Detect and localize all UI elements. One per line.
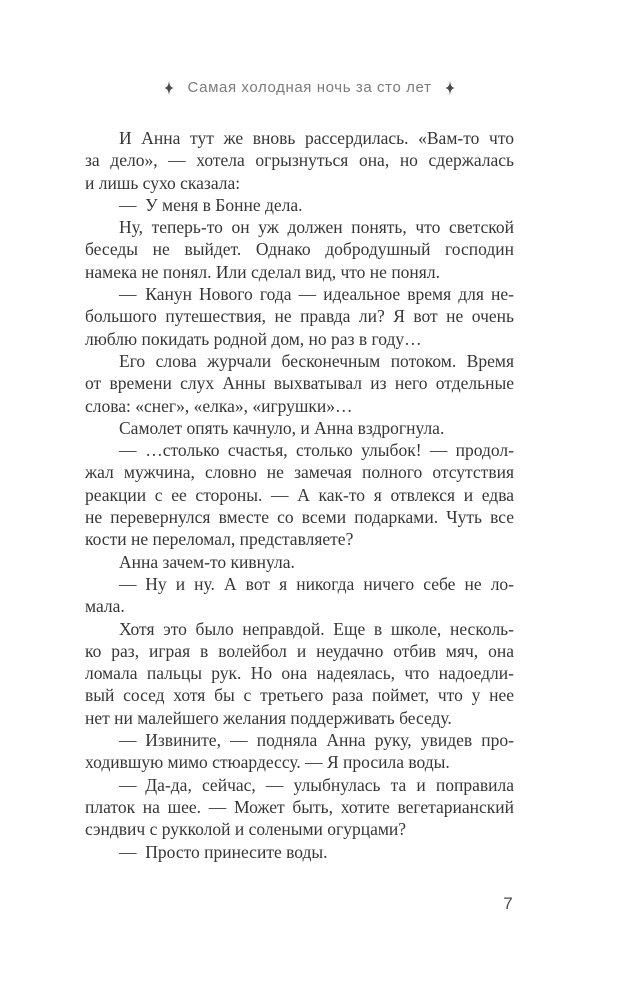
paragraph [85, 283, 514, 350]
text-line: большого путешествия, не правда ли? Я вот не очень [85, 306, 514, 327]
text-line: — Канун Нового года — идеальное время для не- [119, 284, 514, 305]
paragraph [85, 551, 514, 573]
running-header-title: Самая холодная ночь за сто лет [187, 79, 432, 96]
four-pointed-star-icon [445, 80, 455, 96]
text-line: ко раз, играя в волейбол и неудачно отбив мяч, она [85, 640, 514, 661]
paragraph [85, 841, 514, 863]
text-line: мала. [85, 596, 125, 617]
text-line: кости не переломал, представляете? [85, 529, 354, 550]
text-line: — У меня в Бонне дела. [119, 194, 303, 215]
text-line: за дело», — хотела огрызнуться она, но сдержалась [85, 150, 514, 171]
text-line: нет ни малейшего желания поддерживать беседу. [85, 707, 452, 728]
text-line: жал мужчина, словно не замечая полного отсутствия [85, 462, 514, 483]
text-line: реакции с ее стороны. — А как-то я отвлекся и едва [85, 484, 514, 505]
text-line: ломала пальцы рук. Но она надеялась, что надоедли- [85, 663, 514, 684]
paragraph [85, 729, 514, 774]
text-line: — Ну и ну. А вот я никогда ничего себе не ло- [119, 573, 514, 594]
paragraph [85, 573, 514, 618]
paragraph [85, 127, 514, 194]
text-line: Хотя это было неправдой. Еще в школе, несколь- [119, 618, 514, 639]
text-line: сэндвич с рукколой и солеными огурцами? [85, 819, 407, 840]
text-line: и лишь сухо сказала: [85, 172, 241, 193]
paragraph [85, 216, 514, 283]
text-line: вый сосед хотя бы с третьего раза поймет, что у нее [85, 685, 514, 706]
text-line: беседы не выйдет. Однако добродушный господин [85, 239, 514, 260]
text-line: ходившую мимо стюардессу. — Я просила воды. [85, 752, 450, 773]
text-line: платок на шее. — Может быть, хотите вегетарианский [85, 796, 514, 817]
text-line: Анна зачем-то кивнула. [119, 551, 295, 572]
page-text [85, 127, 514, 863]
paragraph [85, 439, 514, 550]
text-line: И Анна тут же вновь рассердилась. «Вам-то что [119, 128, 514, 148]
paragraph [85, 417, 514, 439]
text-line: Его слова журчали бесконечным потоком. Время [119, 350, 514, 371]
paragraph [85, 618, 514, 729]
text-line: не перевернулся вместе со всеми подарками. Чуть все [85, 507, 514, 528]
paragraph [85, 774, 514, 841]
page-number: 7 [503, 894, 513, 913]
text-line: от времени слух Анны выхватывал из него отдельные [85, 373, 514, 394]
paragraph [85, 350, 514, 417]
text-line: Ну, теперь-то он уж должен понять, что светской [119, 217, 514, 238]
four-pointed-star-icon [164, 80, 174, 96]
text-line: слова: «снег», «елка», «игрушки»… [85, 395, 353, 416]
text-line: Самолет опять качнуло, и Анна вздрогнула. [119, 417, 445, 438]
text-line: — …столько счастья, столько улыбок! — продол- [119, 440, 514, 461]
text-line: — Да-да, сейчас, — улыбнулась та и поправила [119, 774, 514, 795]
paragraph [85, 194, 514, 216]
text-line: — Извините, — подняла Анна руку, увидев про- [119, 730, 514, 751]
text-line: люблю покидать родной дом, но раз в году… [85, 328, 422, 349]
text-line: — Просто принесите воды. [119, 841, 328, 862]
text-line: намека не понял. Или сделал вид, что не понял. [85, 261, 440, 282]
running-header [0, 79, 619, 96]
